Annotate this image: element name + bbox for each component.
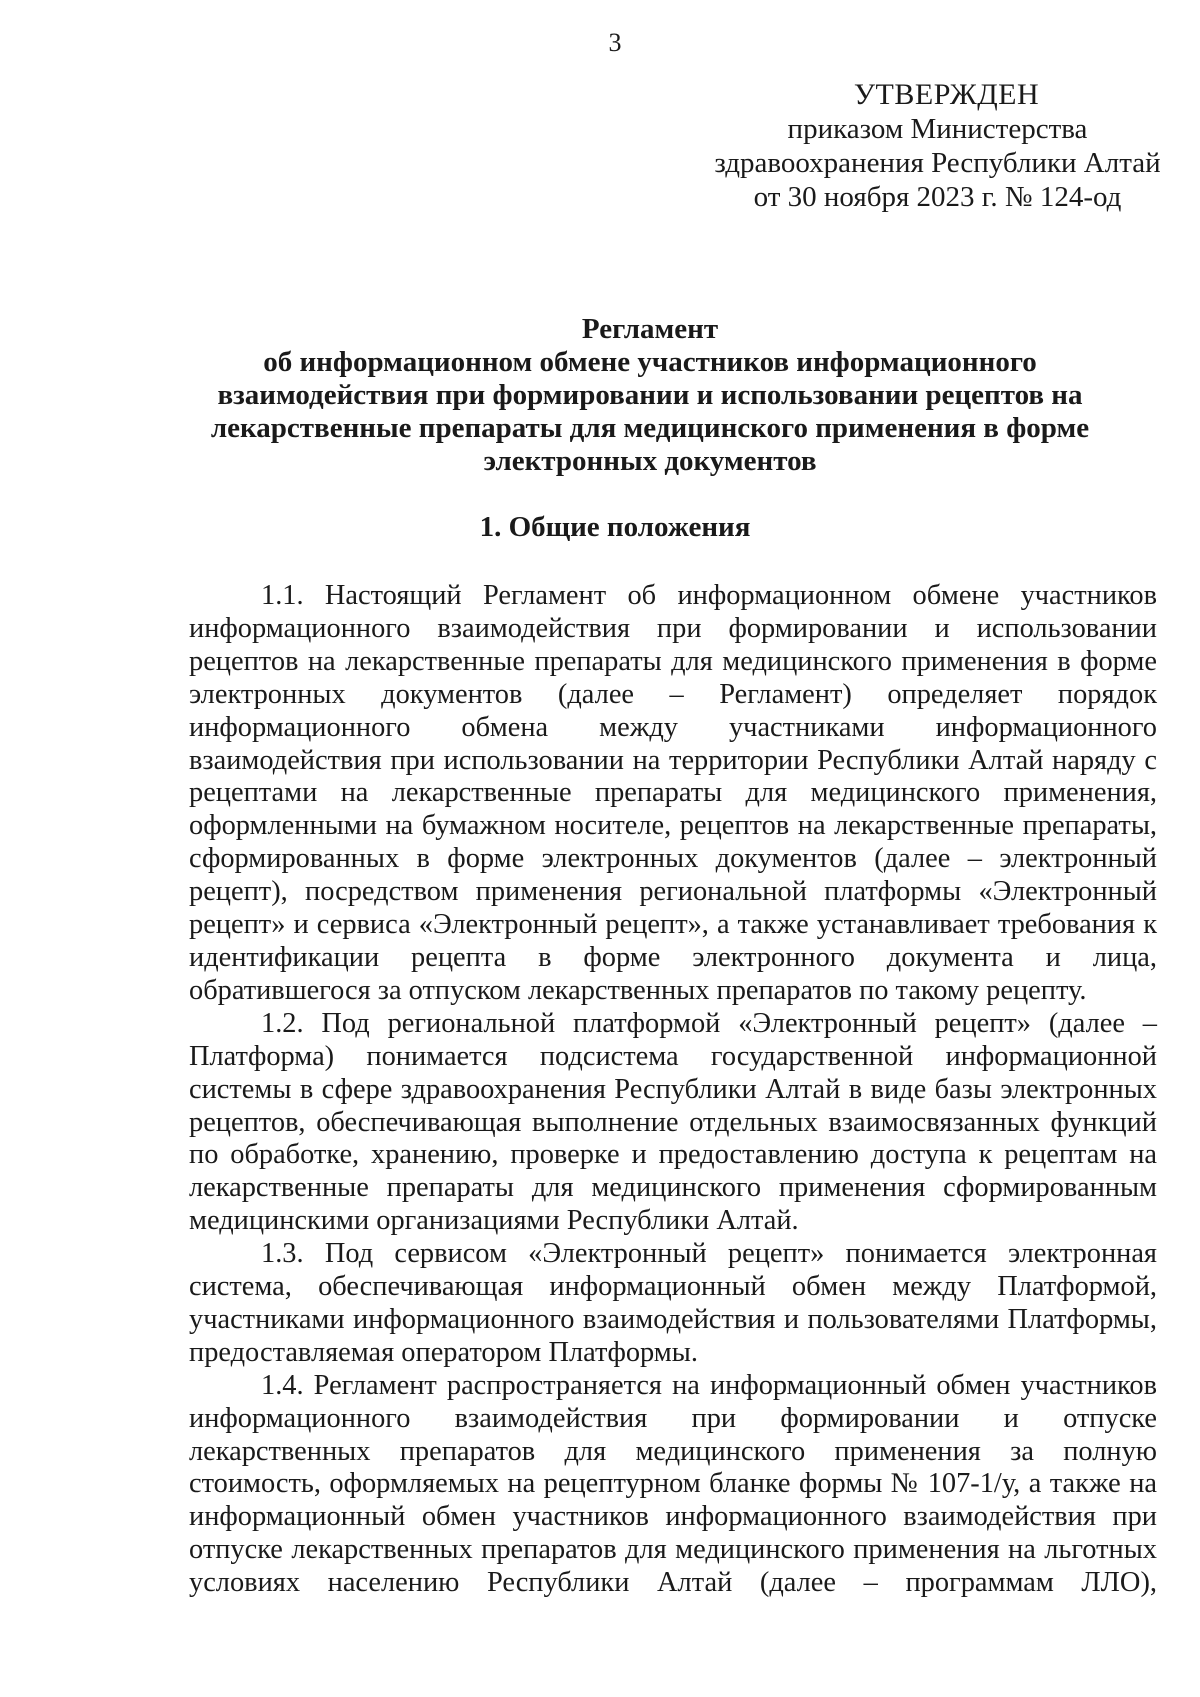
approval-line-3: от 30 ноября 2023 г. № 124-од [753, 181, 1122, 213]
title-line-5: электронных документов [483, 445, 817, 477]
title-line-3: взаимодействия при формировании и использовании рецептов на [217, 379, 1083, 411]
title-line-4: лекарственные препараты для медицинского применения в форме [210, 412, 1090, 444]
approved-label: УТВЕРЖДЕН [853, 78, 1040, 111]
paragraph-1-3: 1.3. Под сервисом «Электронный рецепт» понимается электронная система, обеспечивающая информационный обмен между Платформой, участниками информационного взаимодействия и пользователями Платформы, предоставляемая оператором Платформы. [189, 1238, 1157, 1368]
document-body [189, 580, 1157, 1600]
page-number: 3 [608, 28, 622, 57]
approval-stamp-block [675, 78, 1200, 214]
title-line-1: Регламент [581, 313, 719, 345]
title-line-2: об информационном обмене участников информационного [263, 346, 1037, 378]
section-heading: 1. Общие положения [479, 511, 751, 543]
paragraph-1-4: 1.4. Регламент распространяется на информационный обмен участников информационного взаимодействия при формировании и отпуске лекарственных препаратов для медицинского применения за полную стоимость, оформляемых на рецептурном бланке формы № 107-1/у, а также на информационный обмен участников информационного взаимодействия при отпуске лекарственных препаратов для медицинского применения на льготных условиях населению Республики Алтай (далее – программам ЛЛО), [189, 1369, 1157, 1599]
approval-line-2: здравоохранения Республики Алтай [714, 147, 1161, 179]
paragraph-1-2: 1.2. Под региональной платформой «Электронный рецепт» (далее – Платформа) понимается подсистема государственной информационной системы в сфере здравоохранения Республики Алтай в виде базы электронных рецептов, обеспечивающая выполнение отдельных взаимосвязанных функций по обработке, хранению, проверке и предоставлению доступа к рецептам на лекарственные препараты для медицинского применения сформированным медицинскими организациями Республики Алтай. [189, 1007, 1157, 1237]
document-title [210, 313, 1090, 478]
paragraph-1-1: 1.1. Настоящий Регламент об информационном обмене участников информационного взаимодействия при формировании и использовании рецептов на лекарственные препараты для медицинского применения в форме электронных документов (далее – Регламент) определяет порядок информационного обмена между участниками информационного взаимодействия при использовании на территории Республики Алтай наряду с рецептами на лекарственные препараты для медицинского применения, оформленными на бумажном носителе, рецептов на лекарственные препараты, сформированных в форме электронных документов (далее – электронный рецепт), посредством применения региональной платформы «Электронный рецепт» и сервиса «Электронный рецепт», а также устанавливает требования к идентификации рецепта в форме электронного документа и лица, обратившегося за отпуском лекарственных препаратов по такому рецепту. [189, 580, 1157, 1006]
approval-line-1: приказом Министерства [787, 113, 1088, 145]
